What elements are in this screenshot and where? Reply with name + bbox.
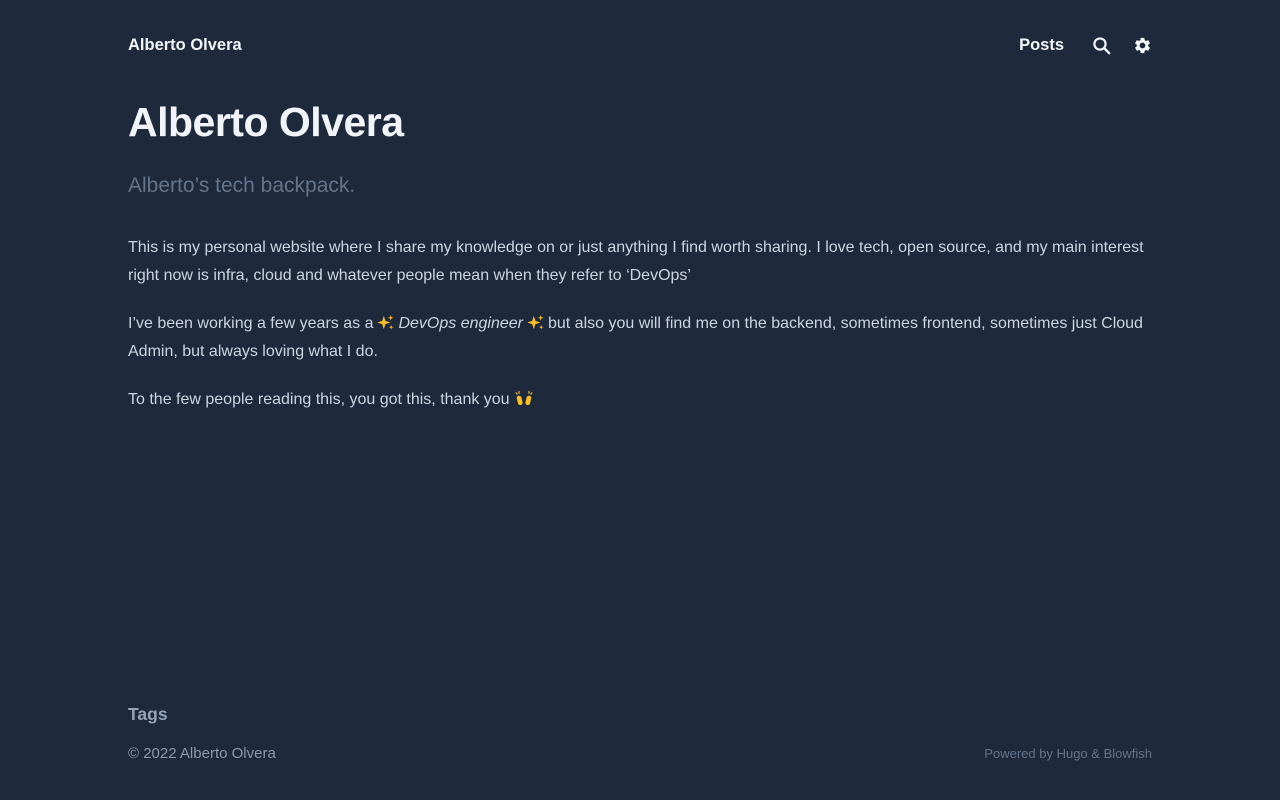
site-footer	[128, 704, 1152, 800]
sparkles-icon	[527, 314, 544, 331]
powered-by-separator: &	[1091, 746, 1100, 761]
page-container	[128, 0, 1152, 800]
powered-by-text	[984, 746, 1152, 761]
page-title: Alberto Olvera	[128, 99, 404, 145]
footer-tags-link[interactable]: Tags	[128, 704, 168, 724]
page-subtitle: Alberto’s tech backpack.	[128, 174, 356, 198]
bio-paragraph-2	[128, 310, 1152, 366]
site-header	[128, 0, 1152, 55]
main-content	[128, 55, 1152, 434]
gear-icon	[1133, 36, 1152, 55]
bio-paragraph-2-text-before: I’ve been working a few years as a	[128, 315, 374, 333]
bio-paragraph-2-emphasis: DevOps engineer	[398, 315, 523, 333]
sparkles-icon	[377, 314, 394, 331]
main-nav	[1019, 36, 1152, 55]
bio-paragraph-1	[128, 234, 1152, 290]
footer-bottom-row	[128, 745, 1152, 762]
flex-spacer	[128, 434, 1152, 704]
blowfish-link[interactable]: Blowfish	[1103, 746, 1152, 761]
appearance-button[interactable]	[1133, 36, 1152, 55]
search-icon	[1092, 36, 1111, 55]
bio-paragraph-3-text: To the few people reading this, you got this, thank you	[128, 391, 510, 409]
search-button[interactable]	[1092, 36, 1111, 55]
copyright-text: © 2022 Alberto Olvera	[128, 745, 276, 762]
hugo-link[interactable]: Hugo	[1056, 746, 1088, 761]
bio-article	[128, 234, 1152, 414]
raised-hands-icon	[514, 390, 534, 407]
bio-paragraph-1-text: This is my personal website where I share my knowledge on or just anything I find worth sharing. I love tech, open source, and my main interest right now is infra, cloud and whatever people mean when they refer to ‘DevOps’	[128, 239, 1144, 285]
nav-item-posts[interactable]: Posts	[1019, 36, 1064, 54]
site-title-link[interactable]: Alberto Olvera	[128, 36, 242, 54]
powered-by-prefix: Powered by	[984, 746, 1053, 761]
bio-paragraph-2-text-after: but also you will find me on the backend, sometimes frontend, sometimes just Cloud Admin, but always loving what I do.	[128, 315, 1143, 361]
bio-paragraph-3	[128, 386, 1152, 414]
